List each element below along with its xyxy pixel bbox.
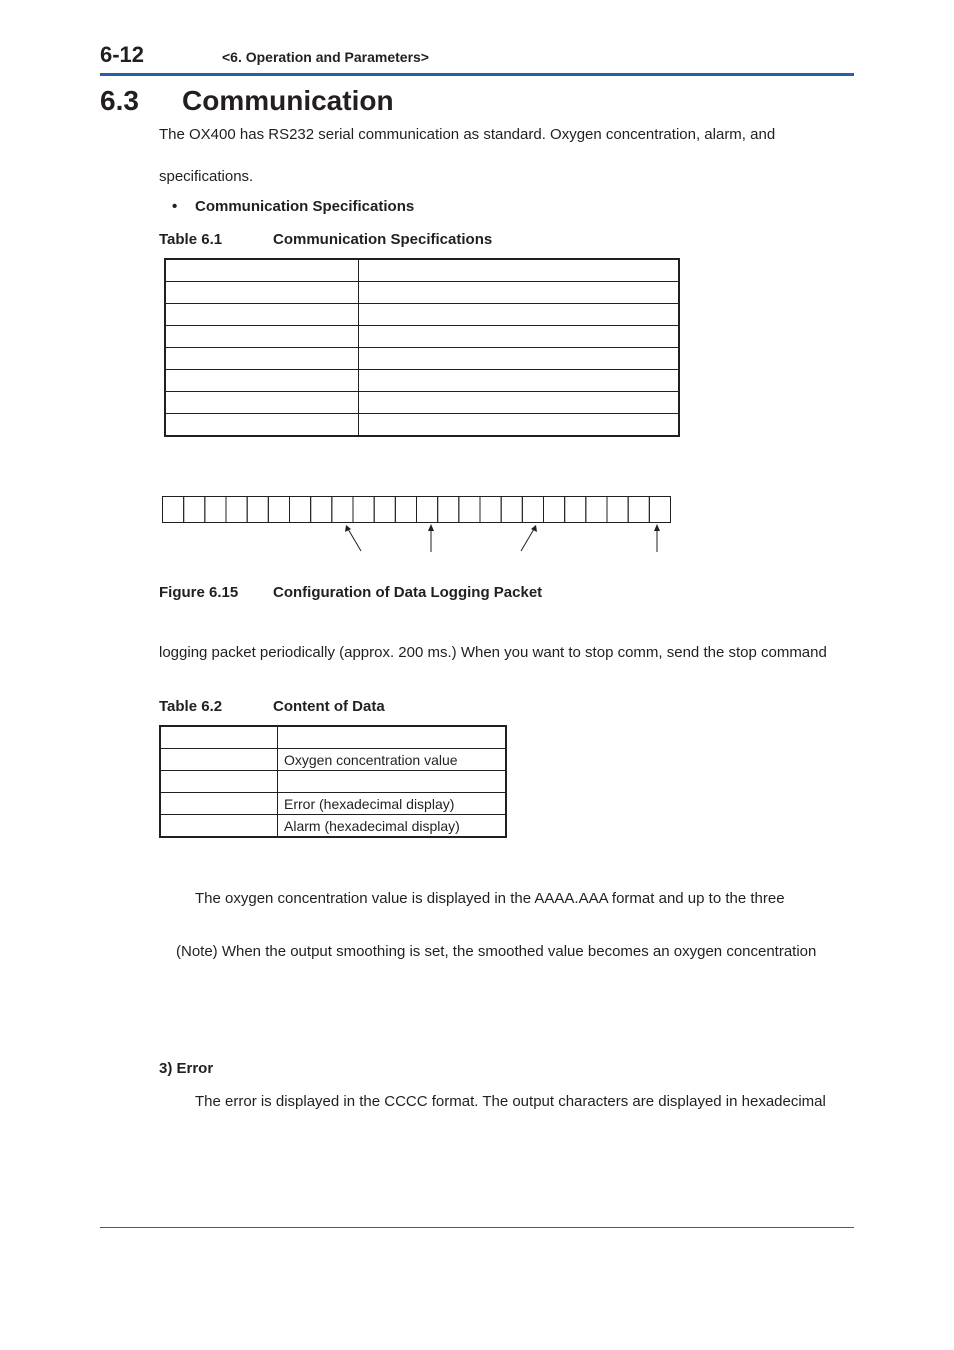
table-cell (165, 326, 359, 348)
table-cell: Alarm (hexadecimal display) (278, 815, 507, 838)
packet-cell (459, 497, 480, 523)
section-title: Communication (182, 85, 394, 116)
arrow-3 (521, 529, 534, 551)
packet-cell (353, 497, 374, 523)
table-cell (160, 815, 278, 838)
packet-cell (205, 497, 226, 523)
arrow-1-head (345, 525, 351, 532)
table-row (165, 414, 679, 437)
table-cell (359, 282, 680, 304)
note-paragraph: (Note) When the output smoothing is set, the smoothed value becomes an oxygen concentration (176, 943, 817, 960)
bullet-icon: • (172, 198, 178, 215)
table2-title: Content of Data (273, 698, 385, 715)
table-row (165, 304, 679, 326)
oxygen-paragraph: The oxygen concentration value is displayed in the AAAA.AAA format and up to the three (195, 890, 785, 907)
table-row (160, 793, 506, 815)
table-cell (165, 282, 359, 304)
table-cell (359, 326, 680, 348)
table-cell (165, 304, 359, 326)
header-rule (100, 73, 854, 76)
figure-label: Figure 6.15 (159, 584, 239, 601)
table-cell (165, 370, 359, 392)
packet-cell (268, 497, 289, 523)
error-paragraph: The error is displayed in the CCCC format. The output characters are displayed in hexadecimal (195, 1093, 826, 1110)
packet-cell (184, 497, 205, 523)
packet-cell (480, 497, 501, 523)
arrow-3-head (531, 525, 537, 532)
table-row (165, 259, 679, 282)
table-row (160, 726, 506, 749)
packet-cell (374, 497, 395, 523)
table-row (165, 392, 679, 414)
packet-cell (247, 497, 268, 523)
table2-label: Table 6.2 (159, 698, 223, 715)
intro-line-1: The OX400 has RS232 serial communication as standard. Oxygen concentration, alarm, and (159, 126, 776, 143)
packet-cell (163, 497, 184, 523)
table-cell (359, 348, 680, 370)
packet-cell (311, 497, 332, 523)
table1-label: Table 6.1 (159, 231, 223, 248)
table-cell (359, 304, 680, 326)
data-logging-packet-figure (162, 496, 674, 556)
packet-cell (417, 497, 438, 523)
table-cell (165, 259, 359, 282)
packet-paragraph: logging packet periodically (approx. 200 ms.) When you want to stop comm, send the stop command (159, 644, 827, 661)
packet-cell (544, 497, 565, 523)
table-row (160, 815, 506, 838)
packet-cell (586, 497, 607, 523)
error-heading: 3) Error (159, 1060, 214, 1077)
arrow-2-head (428, 524, 434, 531)
table-cell (165, 414, 359, 437)
arrow-1 (348, 529, 361, 551)
table-cell (160, 793, 278, 815)
table-cell (160, 726, 278, 749)
packet-cell (501, 497, 522, 523)
communication-spec-table (164, 258, 680, 437)
packet-cell (438, 497, 459, 523)
table-cell (278, 726, 507, 749)
table-cell: Error (hexadecimal display) (278, 793, 507, 815)
figure-title: Configuration of Data Logging Packet (273, 584, 543, 601)
packet-cell (395, 497, 416, 523)
table-cell (160, 749, 278, 771)
table-row (165, 348, 679, 370)
table-cell (165, 348, 359, 370)
packet-cell (649, 497, 670, 523)
packet-cell (332, 497, 353, 523)
table1-title: Communication Specifications (273, 231, 493, 248)
packet-cell (628, 497, 649, 523)
packet-cell (565, 497, 586, 523)
section-number: 6.3 (100, 85, 139, 116)
table-cell (359, 370, 680, 392)
table-row (160, 771, 506, 793)
table-cell (359, 392, 680, 414)
table-row (165, 282, 679, 304)
intro-line-2: specifications. (159, 168, 254, 185)
table-cell (165, 392, 359, 414)
table-row (165, 326, 679, 348)
table-cell (160, 771, 278, 793)
table-cell (278, 771, 507, 793)
running-head: <6. Operation and Parameters> (222, 49, 429, 65)
table-row (160, 749, 506, 771)
table-cell: Oxygen concentration value (278, 749, 507, 771)
packet-cell (290, 497, 311, 523)
packet-cell (607, 497, 628, 523)
table-row (165, 370, 679, 392)
footer-rule (100, 1227, 854, 1228)
packet-cell (522, 497, 543, 523)
page-number: 6-12 (100, 42, 145, 67)
packet-cell (226, 497, 247, 523)
arrow-4-head (654, 524, 660, 531)
table-cell (359, 259, 680, 282)
bullet-heading: Communication Specifications (195, 198, 415, 215)
content-of-data-table (159, 725, 507, 838)
table-cell (359, 414, 680, 437)
